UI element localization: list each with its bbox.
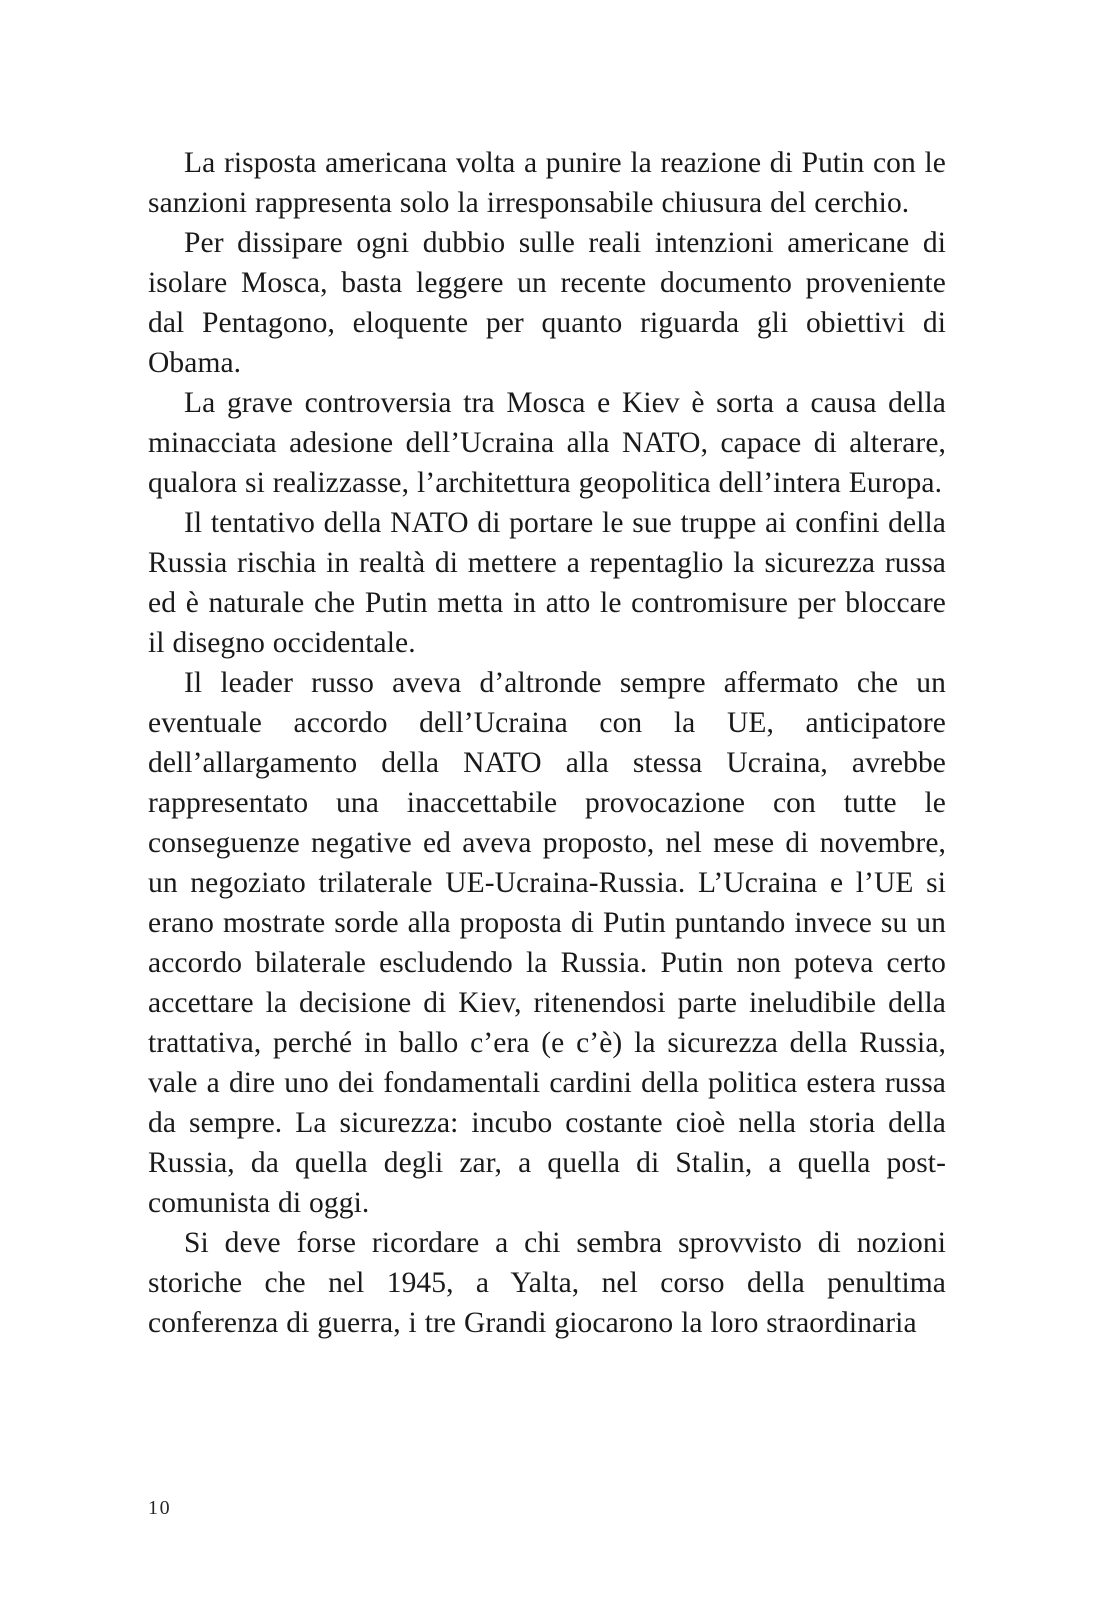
paragraph: La grave controversia tra Mosca e Kiev è sorta a causa della minacciata adesione dell’Ucraina alla NATO, capace di alterare, qualora si realizzasse, l’architettura geopolitica dell’intera Europa. bbox=[148, 387, 946, 499]
paragraph: Il tentativo della NATO di portare le sue truppe ai confini della Russia rischia in realtà di mettere a repentaglio la sicurezza russa ed è naturale che Putin metta in atto le contromisure per bloccare il disegno occidentale. bbox=[148, 507, 946, 659]
page-text-body bbox=[148, 143, 946, 1343]
paragraph: Per dissipare ogni dubbio sulle reali intenzioni americane di isolare Mosca, basta leggere un recente documento proveniente dal Pentagono, eloquente per quanto riguarda gli obiettivi di Obama. bbox=[148, 227, 946, 379]
page-number: 10 bbox=[148, 1497, 172, 1519]
paragraph: Si deve forse ricordare a chi sembra sprovvisto di nozioni storiche che nel 1945, a Yalta, nel corso della penultima conferenza di guerra, i tre Grandi giocarono la loro straordinaria bbox=[148, 1227, 946, 1339]
paragraph: La risposta americana volta a punire la reazione di Putin con le sanzioni rappresenta solo la irresponsabile chiusura del cerchio. bbox=[148, 147, 946, 219]
paragraph: Il leader russo aveva d’altronde sempre affermato che un eventuale accordo dell’Ucraina con la UE, anticipatore dell’allargamento della NATO alla stessa Ucraina, avrebbe rappresentato una inaccettabile provocazione con tutte le conseguenze negative ed aveva proposto, nel mese di novembre, un negoziato trilaterale UE-Ucraina-Russia. L’Ucraina e l’UE si erano mostrate sorde alla proposta di Putin puntando invece su un accordo bilaterale escludendo la Russia. Putin non poteva certo accettare la decisione di Kiev, ritenendosi parte ineludibile della trattativa, perché in ballo c’era (e c’è) la sicurezza della Russia, vale a dire uno dei fondamentali cardini della politica estera russa da sempre. La sicurezza: incubo costante cioè nella storia della Russia, da quella degli zar, a quella di Stalin, a quella post-comunista di oggi. bbox=[148, 667, 946, 1219]
